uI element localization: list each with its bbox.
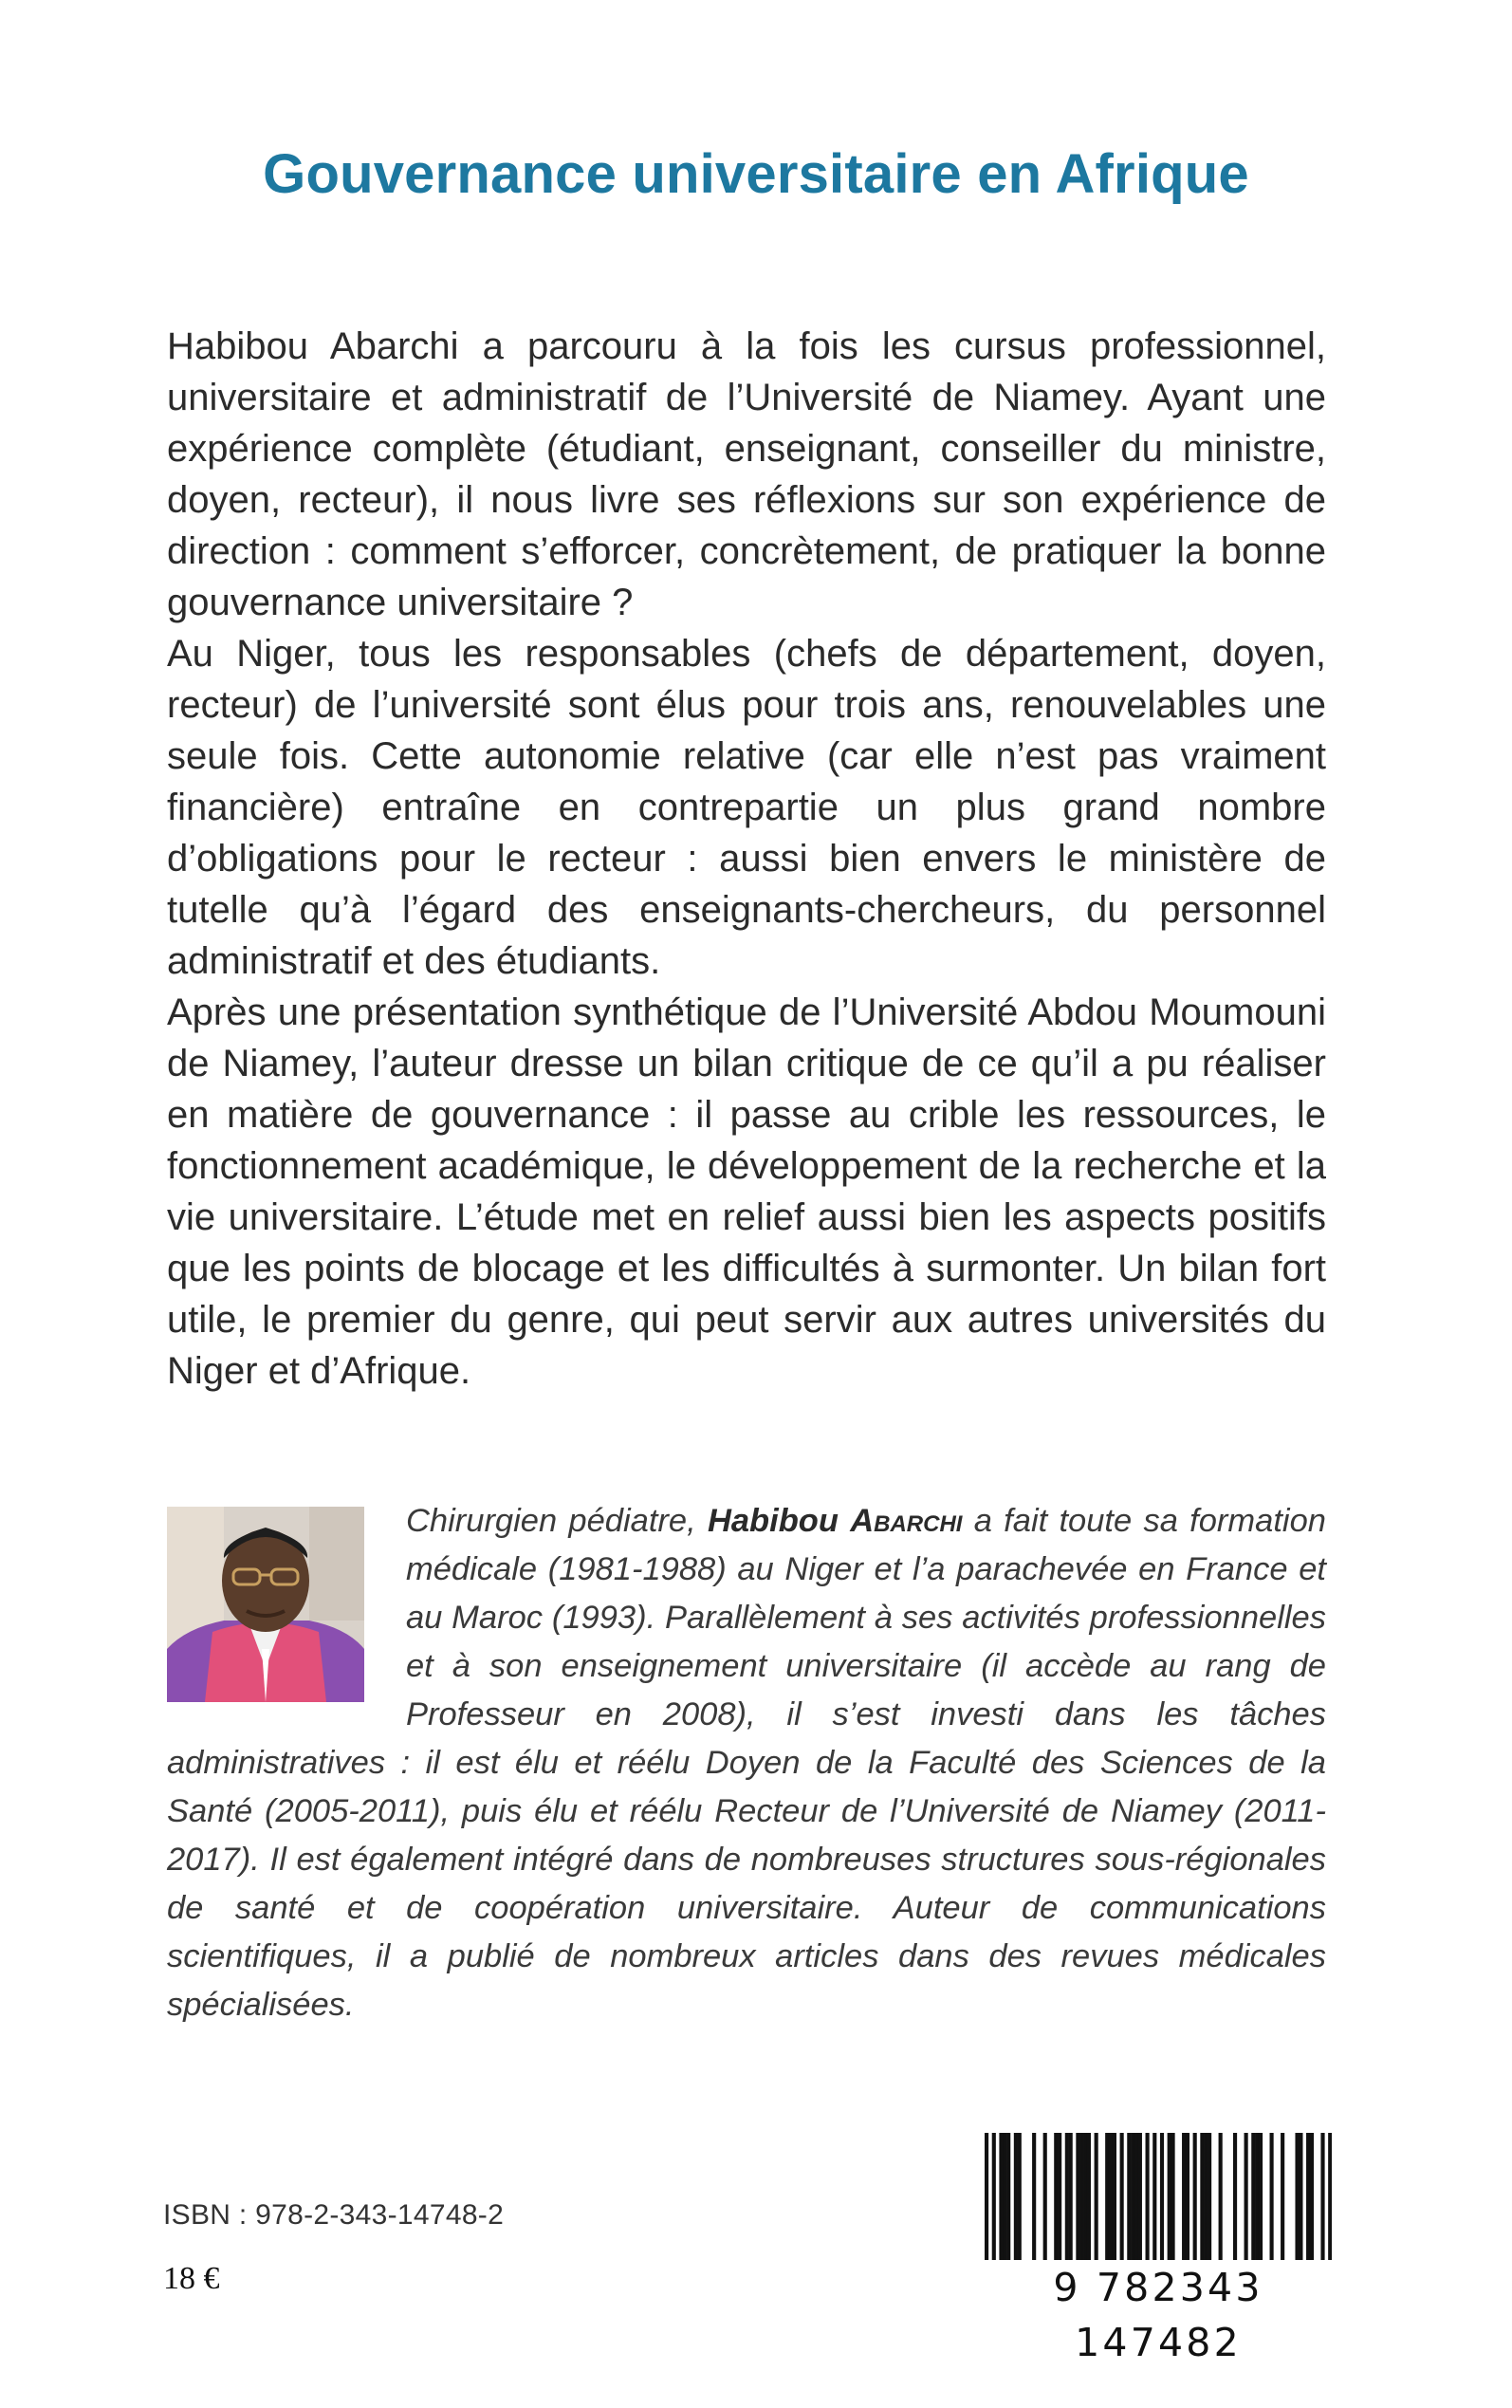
- barcode-bar: [1131, 2133, 1134, 2266]
- barcode-bar: [1168, 2133, 1171, 2266]
- barcode-bar: [1095, 2133, 1098, 2266]
- isbn-label: ISBN : 978-2-343-14748-2: [163, 2199, 505, 2231]
- barcode-bar: [1109, 2133, 1113, 2266]
- barcode-bar: [999, 2133, 1003, 2266]
- barcode-bar: [1058, 2133, 1061, 2266]
- barcode-bar: [1032, 2133, 1036, 2266]
- barcode-bars: [985, 2133, 1332, 2266]
- barcode-bar: [1295, 2133, 1299, 2266]
- barcode: [985, 2133, 1332, 2365]
- barcode-bar: [1186, 2133, 1189, 2266]
- barcode-bar: [1054, 2133, 1058, 2266]
- barcode-bar: [1120, 2133, 1124, 2266]
- barcode-bar: [1134, 2133, 1138, 2266]
- barcode-bar: [1113, 2133, 1116, 2266]
- barcode-digits: 9 782343 147482: [985, 2260, 1332, 2315]
- barcode-bar: [1160, 2133, 1164, 2266]
- barcode-bar: [1043, 2133, 1047, 2266]
- barcode-bar: [1208, 2133, 1211, 2266]
- barcode-bar: [1146, 2133, 1150, 2266]
- barcode-bar: [1193, 2133, 1197, 2266]
- barcode-bar: [1003, 2133, 1006, 2266]
- barcode-bar: [1069, 2133, 1073, 2266]
- barcode-bar: [1006, 2133, 1010, 2266]
- barcode-bar: [1105, 2133, 1109, 2266]
- barcode-bar: [992, 2133, 996, 2266]
- bio-intro: Chirurgien pédiatre,: [406, 1503, 696, 1539]
- price-label: 18 €: [163, 2261, 220, 2296]
- barcode-bar: [1127, 2133, 1131, 2266]
- barcode-bar: [1251, 2133, 1255, 2266]
- barcode-bar: [1281, 2133, 1284, 2266]
- author-first-name: Habibou: [707, 1503, 839, 1539]
- barcode-bar: [1328, 2133, 1332, 2266]
- summary-paragraph-2: Au Niger, tous les responsables (chefs de département, doyen, recteur) de l’université sont élus pour trois ans, renouvelables une seule fois. Cette autonomie relative (car elle n’est pas vraiment financière) entraîne en contrepartie un plus grand nombre d’obligations pour le recteur : aussi bien envers le ministère de tutelle qu’à l’égard des enseignants-chercheurs, du personnel administratif et des étudiants.: [167, 633, 1326, 982]
- book-title: Gouvernance universitaire en Afrique: [263, 143, 1249, 205]
- barcode-bar: [1306, 2133, 1310, 2266]
- author-photo: [167, 1507, 364, 1702]
- barcode-bar: [1079, 2133, 1083, 2266]
- barcode-bar: [1065, 2133, 1069, 2266]
- author-name: [708, 1503, 963, 1539]
- barcode-bar: [1299, 2133, 1302, 2266]
- barcode-bar: [1270, 2133, 1274, 2266]
- barcode-bar: [1087, 2133, 1091, 2266]
- barcode-bar: [1219, 2133, 1223, 2266]
- barcode-bar: [1200, 2133, 1204, 2266]
- summary-paragraph-3: Après une présentation synthétique de l’Université Abdou Moumouni de Niamey, l’auteur dresse un bilan critique de ce qu’il a pu réaliser en matière de gouvernance : il passe au crible les ressources, le fonctionnement académique, le développement de la recherche et la vie universitaire. L’étude met en relief aussi bien les aspects positifs que les points de blocage et les difficultés à surmonter. Un bilan fort utile, le premier du genre, qui peut servir aux autres universités du Niger et d’Afrique.: [167, 991, 1326, 1392]
- barcode-bar: [1233, 2133, 1237, 2266]
- barcode-bar: [985, 2133, 988, 2266]
- summary-paragraph-1: Habibou Abarchi a parcouru à la fois les cursus professionnel, universitaire et administratif de l’Université de Niamey. Ayant une expérience complète (étudiant, enseignant, conseiller du ministre, doyen, recteur), il nous livre ses réflexions sur son expérience de direction : comment s’efforcer, concrètement, de pratiquer la bonne gouvernance universitaire ?: [167, 325, 1326, 623]
- back-cover-summary: [167, 321, 1326, 1397]
- bio-body: a fait toute sa formation médicale (1981-1988) au Niger et l’a parachevée en France et au Maroc (1993). Parallèlement à ses activités professionnelles et à son enseignement universitaire (il accède au rang de Professeur en 2008), il s’est investi dans les tâches administratives : il est élu et réélu Doyen de la Faculté des Sciences de la Santé (2005-2011), puis élu et réélu Recteur de l’Université de Niamey (2011-2017). Il est également intégré dans de nombreuses structures sous-régionales de santé et de coopération universitaire. Auteur de communications scientifiques, il a publié de nombreux articles dans des revues médicales spécialisées.: [167, 1503, 1326, 2023]
- barcode-bar: [1014, 2133, 1018, 2266]
- barcode-bar: [1138, 2133, 1142, 2266]
- barcode-bar: [1083, 2133, 1087, 2266]
- barcode-bar: [1255, 2133, 1259, 2266]
- barcode-bar: [1152, 2133, 1156, 2266]
- barcode-bar: [1245, 2133, 1248, 2266]
- author-bio: [167, 1497, 1326, 2029]
- barcode-bar: [1171, 2133, 1174, 2266]
- barcode-bar: [1076, 2133, 1079, 2266]
- barcode-bar: [1320, 2133, 1324, 2266]
- author-last-name: Abarchi: [850, 1503, 963, 1539]
- barcode-bar: [1310, 2133, 1314, 2266]
- barcode-bar: [1018, 2133, 1022, 2266]
- barcode-bar: [1182, 2133, 1186, 2266]
- barcode-bar: [1259, 2133, 1263, 2266]
- barcode-bar: [1204, 2133, 1208, 2266]
